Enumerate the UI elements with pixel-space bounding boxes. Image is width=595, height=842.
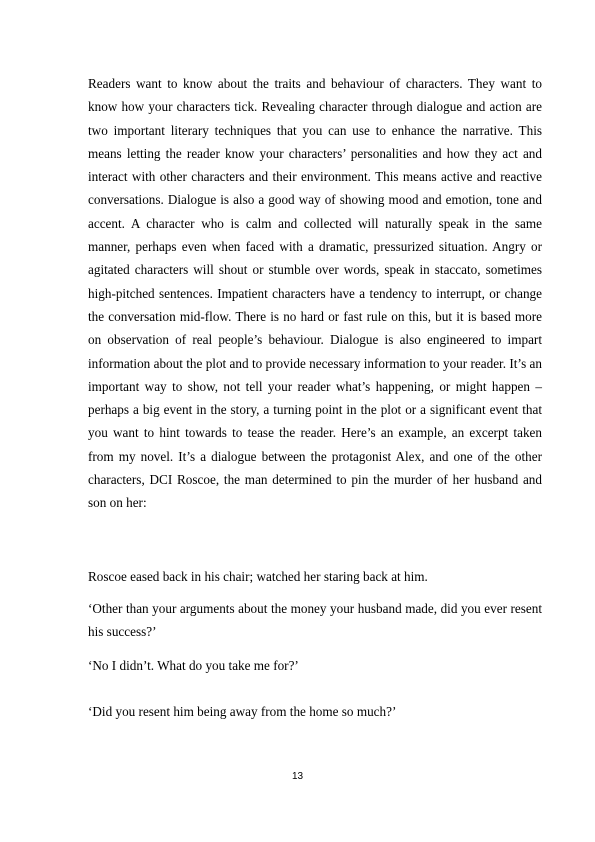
dialogue-line-followup: ‘Did you resent him being away from the home so much?’ [88,704,397,719]
dialogue-line-question: ‘Other than your arguments about the money your husband made, did you ever resent his success?’ [88,601,542,640]
dialogue-line-answer: ‘No I didn’t. What do you take me for?’ [88,658,299,673]
body-paragraph: Readers want to know about the traits and behaviour of characters. They want to know how your characters tick. Revealing character through dialogue and action are two important literary techniques that you can use to enhance the narrative. This means letting the reader know your characters’ personalities and how they act and interact with other characters and their environment. This means active and reactive conversations. Dialogue is also a good way of showing mood and emotion, tone and accent. A character who is calm and collected will naturally speak in the same manner, perhaps even when faced with a dramatic, pressurized situation. Angry or agitated characters will shout or stumble over words, speak in staccato, sometimes high-pitched sentences. Impatient characters have a tendency to interrupt, or change the conversation mid-flow. There is no hard or fast rule on this, but it is based more on observation of real people’s behaviour. Dialogue is also engineered to impart information about the plot and to provide necessary information to your reader. It’s an important way to show, not tell your reader what’s happening, or might happen – perhaps a big event in the story, a turning point in the plot or a significant event that you want to hint towards to tease the reader. Here’s an example, an excerpt taken from my novel. It’s a dialogue between the protagonist Alex, and one of the other characters, DCI Roscoe, the man determined to pin the murder of her husband and son on her: [88,76,542,511]
page-number: 13 [291,771,304,782]
narration-line: Roscoe eased back in his chair; watched her staring back at him. [88,569,428,584]
